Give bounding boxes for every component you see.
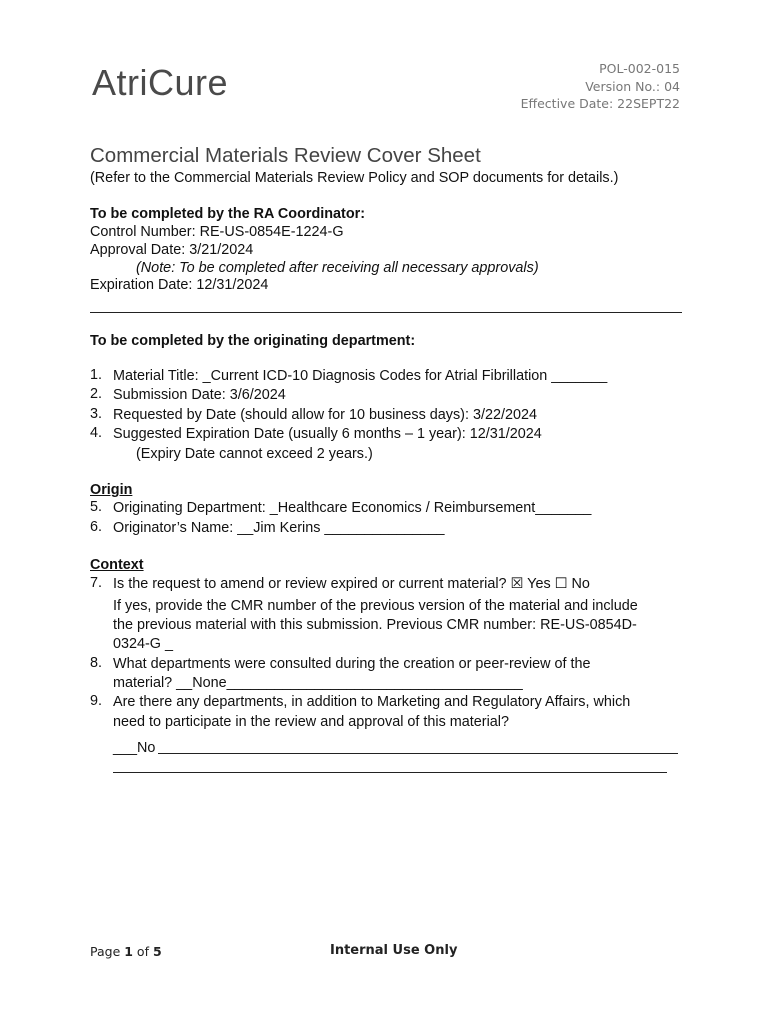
requested-by-date: Requested by Date (should allow for 10 business days): 3/22/2024	[113, 407, 537, 423]
section-divider	[90, 312, 682, 313]
logo-text-prefix: Atri	[92, 62, 148, 103]
context-heading: Context	[90, 557, 144, 573]
item-number-1: 1.	[90, 367, 103, 383]
item-number-4: 4.	[90, 425, 103, 441]
originating-heading: To be completed by the originating department:	[90, 333, 416, 349]
answer-underline-1	[158, 753, 678, 754]
page-total: 5	[152, 944, 162, 959]
page-current: 1	[124, 944, 133, 959]
item-number-9: 9.	[90, 693, 103, 709]
departments-consulted: What departments were consulted during the creation or peer-review of the	[113, 656, 591, 672]
page-number	[90, 944, 162, 959]
page-prefix: Page	[90, 944, 125, 959]
approval-note: (Note: To be completed after receiving all necessary approvals)	[136, 260, 539, 276]
item-number-3: 3.	[90, 406, 103, 422]
additional-departments-question-2: need to participate in the review and approval of this material?	[113, 714, 509, 730]
suggested-expiration: Suggested Expiration Date (usually 6 months – 1 year): 12/31/2024	[113, 426, 542, 442]
submission-date: Submission Date: 3/6/2024	[113, 387, 286, 403]
material-title: Material Title: _Current ICD-10 Diagnosis Codes for Atrial Fibrillation _______	[113, 368, 608, 384]
answer-underline-2	[113, 772, 667, 773]
page-title: Commercial Materials Review Cover Sheet	[90, 144, 481, 167]
item-number-6: 6.	[90, 519, 103, 535]
item-number-7: 7.	[90, 575, 103, 591]
cmr-instruction-line-3: 0324-G _	[113, 636, 174, 652]
amend-question: Is the request to amend or review expired or current material? ☒ Yes ☐ No	[113, 576, 590, 592]
expiration-date: Expiration Date: 12/31/2024	[90, 277, 269, 293]
originating-department: Originating Department: _Healthcare Economics / Reimbursement_______	[113, 500, 592, 516]
subtitle: (Refer to the Commercial Materials Review Policy and SOP documents for details.)	[90, 170, 619, 186]
cmr-instruction-line-2: the previous material with this submission. Previous CMR number: RE-US-0854D-	[113, 617, 637, 633]
approval-date: Approval Date: 3/21/2024	[90, 242, 254, 258]
logo-text-suffix: ure	[174, 62, 229, 103]
ra-heading: To be completed by the RA Coordinator:	[90, 206, 366, 222]
originator-name: Originator’s Name: __Jim Kerins _______________	[113, 520, 445, 536]
item-number-2: 2.	[90, 386, 103, 402]
atricure-logo	[92, 62, 228, 104]
cmr-instruction-line-1: If yes, provide the CMR number of the previous version of the material and include	[113, 598, 638, 614]
effective-date: Effective Date: 22SEPT22	[520, 96, 680, 111]
expiry-note: (Expiry Date cannot exceed 2 years.)	[136, 446, 373, 462]
item-number-8: 8.	[90, 655, 103, 671]
version-number: Version No.: 04	[585, 79, 680, 94]
item-number-5: 5.	[90, 499, 103, 515]
page-of: of	[132, 944, 153, 959]
internal-use-label: Internal Use Only	[330, 943, 458, 958]
doc-id: POL-002-015	[599, 61, 680, 76]
additional-departments-question: Are there any departments, in addition to Marketing and Regulatory Affairs, which	[113, 694, 631, 710]
origin-heading: Origin	[90, 482, 133, 498]
departments-consulted-answer: material? __None_____________________________________	[113, 675, 523, 691]
additional-departments-answer: ___No	[113, 740, 156, 756]
control-number: Control Number: RE-US-0854E-1224-G	[90, 224, 344, 240]
logo-heart-letter: C	[148, 62, 175, 103]
